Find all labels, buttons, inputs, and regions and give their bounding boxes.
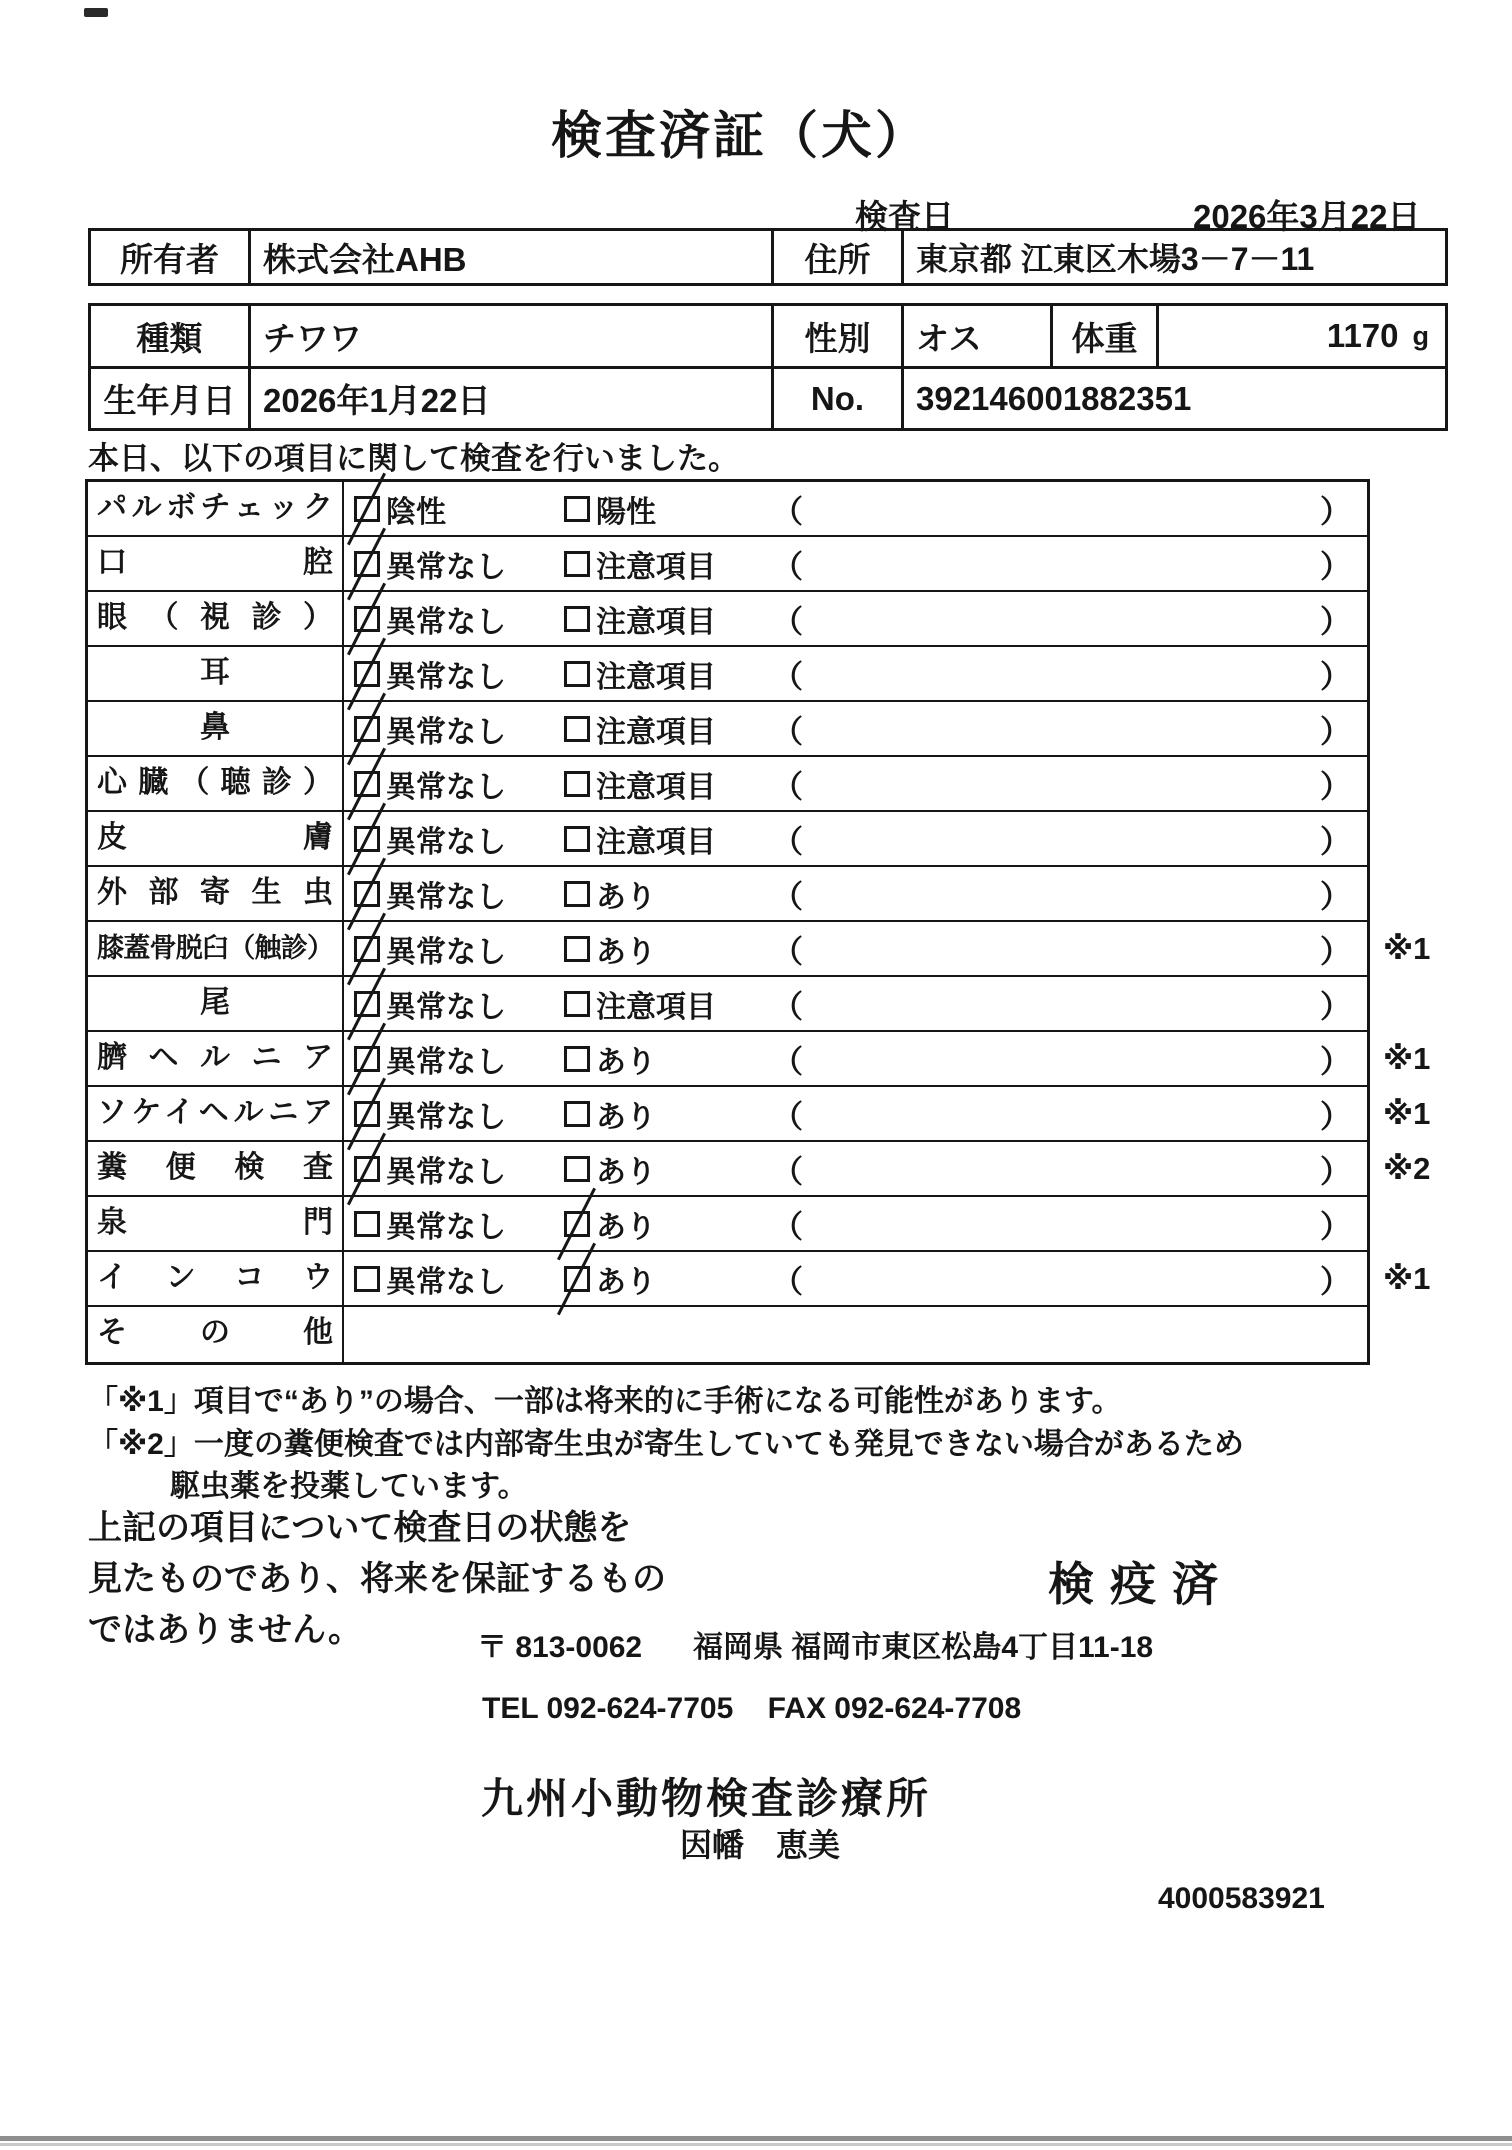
weight-unit: g	[1412, 320, 1429, 351]
option	[564, 707, 716, 751]
inspection-row	[88, 1197, 1367, 1252]
sex-label: 性別	[771, 306, 901, 366]
item-result-cell	[344, 867, 1367, 920]
checkbox-box-icon	[564, 881, 590, 907]
option-label: 陽性	[596, 495, 656, 529]
option	[564, 927, 656, 971]
checkbox-checked	[354, 991, 380, 1017]
option	[354, 1202, 506, 1246]
checkbox	[354, 1211, 380, 1237]
inspection-row	[88, 1032, 1431, 1087]
clinic-address: 福岡県 福岡市東区松島4丁目11-18	[693, 1631, 1154, 1664]
weight-value-cell	[1156, 306, 1445, 366]
paren-open: （	[772, 824, 803, 859]
checkbox-checked	[564, 1211, 590, 1237]
option	[354, 982, 506, 1026]
option-label: あり	[596, 880, 656, 914]
sex-value: オス	[901, 306, 1050, 366]
checkbox-box-icon	[354, 1266, 380, 1292]
option-label: あり	[596, 1265, 656, 1299]
option	[564, 542, 716, 586]
checkbox	[564, 771, 590, 797]
checkbox-checked	[354, 606, 380, 632]
paren-close: ）	[1320, 1099, 1351, 1134]
option-label: あり	[596, 1100, 656, 1134]
checkbox-checked	[354, 771, 380, 797]
checkbox-box-icon	[564, 1101, 590, 1127]
paren-open: （	[772, 1154, 803, 1189]
owner-row	[91, 231, 1445, 283]
row-note: ※1	[1383, 930, 1431, 966]
item-label: 眼（視診）	[88, 592, 344, 645]
clinic-fax: FAX 092-624-7708	[767, 1692, 1022, 1725]
option-label: 陰性	[386, 495, 446, 529]
scan-edge-line	[0, 2136, 1512, 2141]
weight-value: 1170	[1326, 317, 1399, 354]
scan-artifact	[84, 8, 108, 17]
option-label: あり	[596, 935, 656, 969]
inspection-row	[88, 812, 1367, 867]
paren-close: ）	[1320, 714, 1351, 749]
disclaimer-line-3: ではありません。	[88, 1611, 363, 1649]
option-label: 異常なし	[386, 1045, 506, 1079]
item-result-cell	[344, 1032, 1431, 1085]
paren-open: （	[772, 494, 803, 529]
inspection-row	[88, 482, 1367, 537]
item-result-cell	[344, 1307, 1367, 1362]
item-result-cell	[344, 702, 1367, 755]
checkbox-box-icon	[564, 551, 590, 577]
inspection-row	[88, 1252, 1431, 1307]
option-label: 注意項目	[596, 660, 716, 694]
inspection-row	[88, 757, 1367, 812]
check-slash-icon	[557, 1242, 596, 1315]
paren-close: ）	[1320, 879, 1351, 914]
paren-open: （	[772, 549, 803, 584]
option	[354, 872, 506, 916]
option	[564, 762, 716, 806]
breed-value: チワワ	[248, 306, 771, 366]
paren-close: ）	[1320, 604, 1351, 639]
checkbox	[564, 551, 590, 577]
weight-label: 体重	[1050, 306, 1156, 366]
option	[564, 487, 656, 531]
option	[564, 652, 716, 696]
item-result-cell	[344, 757, 1367, 810]
option-label: 注意項目	[596, 715, 716, 749]
inspection-date-label: 検査日	[855, 198, 954, 235]
checkbox-box-icon	[564, 716, 590, 742]
item-result-cell	[344, 1197, 1367, 1250]
checkbox	[564, 936, 590, 962]
option-label: 注意項目	[596, 770, 716, 804]
clinic-postal-code: 〒 813-0062	[477, 1631, 643, 1664]
paren-close: ）	[1320, 934, 1351, 969]
breed-label: 種類	[136, 319, 203, 357]
option	[354, 1257, 506, 1301]
option-label: あり	[596, 1045, 656, 1079]
item-label: 尾	[88, 977, 344, 1030]
paren-close: ）	[1320, 1044, 1351, 1079]
paren-close: ）	[1320, 659, 1351, 694]
item-label: ソケイヘルニア	[88, 1087, 344, 1140]
paren-close: ）	[1320, 989, 1351, 1024]
checkbox-checked	[354, 661, 380, 687]
paren-open: （	[772, 769, 803, 804]
inspection-row	[88, 922, 1431, 977]
veterinarian-name: 因幡 恵美	[680, 1827, 841, 1863]
checkbox-box-icon	[564, 826, 590, 852]
checkbox-checked	[354, 1046, 380, 1072]
pet-row-1	[91, 306, 1445, 369]
inspection-row	[88, 1087, 1431, 1142]
row-note: ※2	[1383, 1150, 1431, 1186]
item-result-cell	[344, 977, 1367, 1030]
paren-open: （	[772, 1099, 803, 1134]
inspection-row	[88, 592, 1367, 647]
owner-address: 東京都 江東区木場3－7－11	[901, 231, 1445, 283]
scan-edge-shadow	[0, 2143, 1512, 2146]
clinic-phone-line	[482, 1692, 1021, 1726]
checkbox-box-icon	[564, 1046, 590, 1072]
paren-close: ）	[1320, 1154, 1351, 1189]
checkbox-box-icon	[564, 991, 590, 1017]
checkbox-checked	[354, 716, 380, 742]
row-note: ※1	[1383, 1095, 1431, 1131]
option-label: 注意項目	[596, 990, 716, 1024]
checkbox-checked	[564, 1266, 590, 1292]
option	[564, 597, 716, 641]
serial-number: 4000583921	[1158, 1882, 1325, 1915]
paren-open: （	[772, 879, 803, 914]
checkbox-box-icon	[564, 1156, 590, 1182]
item-label: パルボチェック	[88, 482, 344, 535]
clinic-name: 九州小動物検査診療所	[481, 1775, 932, 1822]
checkbox-checked	[354, 826, 380, 852]
option	[354, 927, 506, 971]
checkbox	[564, 716, 590, 742]
option	[354, 1092, 506, 1136]
intro-text: 本日、以下の項目に関して検査を行いました。	[88, 441, 739, 476]
clinic-tel: TEL 092-624-7705	[482, 1692, 734, 1725]
inspection-row	[88, 867, 1367, 922]
checkbox-checked	[354, 1101, 380, 1127]
checkbox	[564, 496, 590, 522]
checkbox	[564, 1101, 590, 1127]
item-result-cell	[344, 922, 1431, 975]
item-result-cell	[344, 592, 1367, 645]
paren-close: ）	[1320, 1209, 1351, 1244]
checkbox	[354, 1266, 380, 1292]
option-label: あり	[596, 1155, 656, 1189]
checkbox-checked	[354, 936, 380, 962]
paren-open: （	[772, 1044, 803, 1079]
option	[354, 542, 506, 586]
item-label: 皮膚	[88, 812, 344, 865]
option	[564, 1257, 656, 1301]
option	[354, 652, 506, 696]
checkbox	[564, 661, 590, 687]
inspection-row	[88, 537, 1367, 592]
option-label: 異常なし	[386, 825, 506, 859]
item-result-cell	[344, 1087, 1431, 1140]
footnote-2: 「※2」一度の糞便検査では内部寄生虫が寄生していても発見できない場合があるため	[88, 1428, 1244, 1461]
paren-open: （	[772, 1209, 803, 1244]
checkbox	[564, 1046, 590, 1072]
option	[354, 707, 506, 751]
row-note: ※1	[1383, 1260, 1431, 1296]
birthdate-value: 2026年1月22日	[248, 369, 771, 428]
option-label: あり	[596, 1210, 656, 1244]
item-result-cell	[344, 482, 1367, 535]
option	[354, 1147, 506, 1191]
paren-open: （	[772, 714, 803, 749]
option-label: 異常なし	[386, 880, 506, 914]
item-result-cell	[344, 1142, 1431, 1195]
row-note: ※1	[1383, 1040, 1431, 1076]
item-label: その他	[88, 1307, 344, 1362]
item-result-cell	[344, 647, 1367, 700]
checkbox	[564, 826, 590, 852]
option-label: 異常なし	[386, 1155, 506, 1189]
checkbox	[564, 991, 590, 1017]
option	[564, 1147, 656, 1191]
paren-open: （	[772, 1264, 803, 1299]
option-label: 注意項目	[596, 605, 716, 639]
option-label: 異常なし	[386, 550, 506, 584]
disclaimer-line-2: 見たものであり、将来を保証するもの	[88, 1560, 666, 1598]
option	[354, 762, 506, 806]
checkbox-checked	[354, 1156, 380, 1182]
option-label: 異常なし	[386, 990, 506, 1024]
option-label: 異常なし	[386, 1210, 506, 1244]
option-label: 注意項目	[596, 550, 716, 584]
item-label: 心臓（聴診）	[88, 757, 344, 810]
owner-table	[88, 228, 1448, 286]
footnote-2-continued: 駆虫薬を投薬しています。	[170, 1470, 528, 1503]
checkbox	[564, 881, 590, 907]
option-label: 異常なし	[386, 1100, 506, 1134]
option-label: 異常なし	[386, 605, 506, 639]
inspection-row	[88, 647, 1367, 702]
option-label: 注意項目	[596, 825, 716, 859]
owner-name: 株式会社AHB	[248, 231, 771, 283]
option	[564, 1092, 656, 1136]
quarantine-stamp: 検疫済	[1048, 1558, 1234, 1610]
page-title: 検査済証（犬）	[550, 107, 929, 164]
owner-label: 所有者	[120, 240, 219, 278]
paren-close: ）	[1320, 549, 1351, 584]
item-label: 糞便検査	[88, 1142, 344, 1195]
option	[564, 982, 716, 1026]
paren-open: （	[772, 934, 803, 969]
paren-open: （	[772, 604, 803, 639]
item-label: 泉門	[88, 1197, 344, 1250]
inspection-row	[88, 702, 1367, 757]
option	[564, 872, 656, 916]
item-label: インコウ	[88, 1252, 344, 1305]
checkbox-box-icon	[564, 496, 590, 522]
option-label: 異常なし	[386, 935, 506, 969]
item-label: 口腔	[88, 537, 344, 590]
birthdate-label: 生年月日	[103, 382, 236, 419]
inspection-date-value: 2026年3月22日	[1193, 198, 1421, 235]
paren-close: ）	[1320, 1264, 1351, 1299]
inspection-row	[88, 1307, 1367, 1362]
item-result-cell	[344, 812, 1367, 865]
pet-table	[88, 303, 1448, 431]
paren-close: ）	[1320, 769, 1351, 804]
checkbox	[564, 606, 590, 632]
option	[564, 1202, 656, 1246]
checkbox-box-icon	[564, 661, 590, 687]
id-number-label: No.	[771, 369, 901, 428]
option	[354, 487, 446, 531]
checkbox-box-icon	[564, 771, 590, 797]
option-label: 異常なし	[386, 770, 506, 804]
inspection-table	[85, 479, 1431, 1365]
item-label: 外部寄生虫	[88, 867, 344, 920]
checkbox-box-icon	[564, 606, 590, 632]
check-slash-icon	[347, 1132, 386, 1205]
item-result-cell	[344, 537, 1367, 590]
paren-close: ）	[1320, 494, 1351, 529]
checkbox-checked	[354, 496, 380, 522]
checkbox-checked	[354, 551, 380, 577]
paren-open: （	[772, 989, 803, 1024]
inspection-row	[88, 1142, 1431, 1197]
option-label: 異常なし	[386, 1265, 506, 1299]
option	[354, 1037, 506, 1081]
item-label: 鼻	[88, 702, 344, 755]
checkbox-box-icon	[564, 936, 590, 962]
paren-open: （	[772, 659, 803, 694]
option	[564, 1037, 656, 1081]
disclaimer-line-1: 上記の項目について検査日の状態を	[88, 1509, 632, 1547]
item-label: 膝蓋骨脱臼（触診）	[88, 922, 344, 975]
paren-close: ）	[1320, 824, 1351, 859]
checkbox-box-icon	[354, 1211, 380, 1237]
item-label: 臍ヘルニア	[88, 1032, 344, 1085]
checkbox-checked	[354, 881, 380, 907]
option	[564, 817, 716, 861]
pet-row-2	[91, 369, 1445, 428]
item-result-cell	[344, 1252, 1431, 1305]
footnote-1: 「※1」項目で“あり”の場合、一部は将来的に手術になる可能性があります。	[88, 1385, 1122, 1418]
option	[354, 597, 506, 641]
owner-address-label: 住所	[771, 231, 901, 283]
option-label: 異常なし	[386, 715, 506, 749]
inspection-row	[88, 977, 1367, 1032]
option-label: 異常なし	[386, 660, 506, 694]
option	[354, 817, 506, 861]
item-label: 耳	[88, 647, 344, 700]
checkbox	[564, 1156, 590, 1182]
id-number-value: 392146001882351	[901, 369, 1445, 428]
